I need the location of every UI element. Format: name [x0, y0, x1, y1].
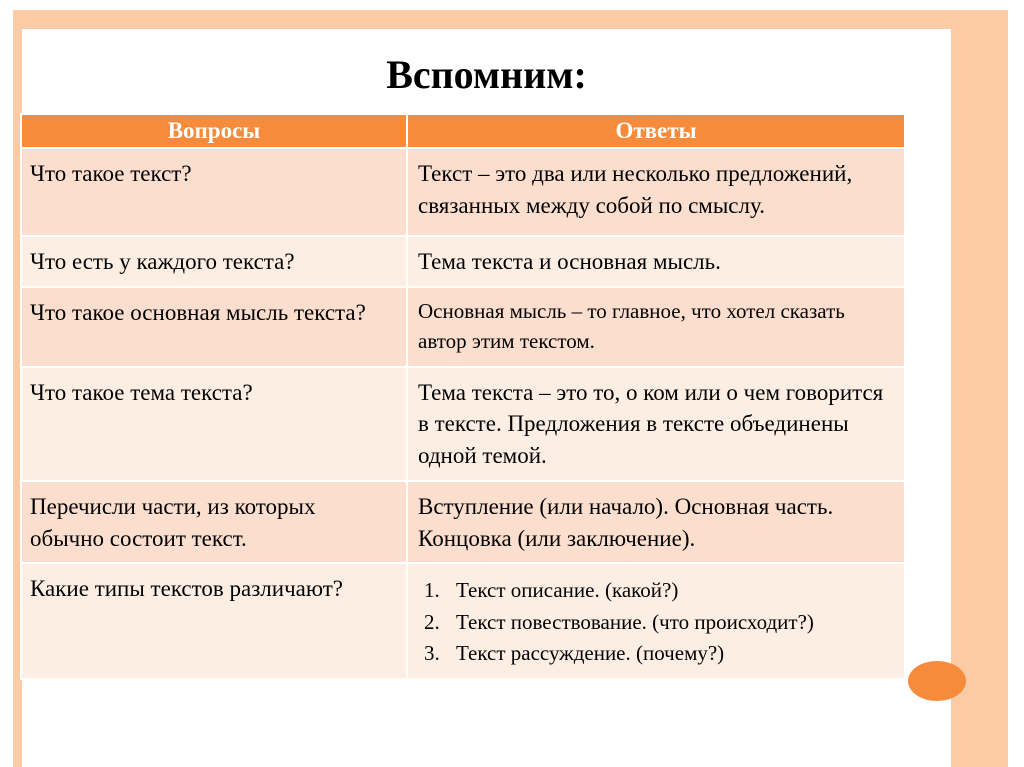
table-row: [21, 287, 905, 367]
list-number: 2.: [424, 609, 440, 634]
question-cell: Что такое текст?: [21, 148, 407, 236]
list-number: 1.: [424, 578, 440, 603]
slide-content: [22, 29, 951, 767]
question-cell: Что есть у каждого текста?: [21, 236, 407, 287]
table-row: [21, 367, 905, 481]
answer-list-item: [418, 607, 886, 639]
question-cell: Перечисли части, из которых обычно состоит текст.: [21, 481, 407, 563]
table-row: [21, 236, 905, 287]
question-cell: Какие типы текстов различают?: [21, 563, 407, 679]
answer-list-item: [418, 575, 886, 607]
list-text: Текст описание. (какой?): [456, 578, 679, 603]
table-row: [21, 148, 905, 236]
answer-list-item: [418, 638, 886, 670]
slide-title: Вспомним:: [386, 52, 587, 97]
answer-cell: [407, 563, 905, 679]
accent-ellipse: [908, 661, 966, 701]
table-row: [21, 481, 905, 563]
answers-column-header: Ответы: [407, 114, 905, 148]
qa-table: [20, 113, 906, 680]
right-border-band: [951, 10, 1008, 767]
questions-column-header: Вопросы: [21, 114, 407, 148]
question-cell: Что такое основная мысль текста?: [21, 287, 407, 367]
list-text: Текст повествование. (что происходит?): [456, 609, 814, 634]
answer-cell: Вступление (или начало). Основная часть. Концовка (или заключение).: [407, 481, 905, 563]
answer-cell: Текст – это два или несколько предложений, связанных между собой по смыслу.: [407, 148, 905, 236]
list-text: Текст рассуждение. (почему?): [456, 641, 725, 666]
top-border-bar: [20, 10, 1008, 29]
answer-cell: Тема текста – это то, о ком или о чем говорится в тексте. Предложения в тексте объединены одной темой.: [407, 367, 905, 481]
table-row: [21, 563, 905, 679]
answer-cell: Тема текста и основная мысль.: [407, 236, 905, 287]
question-cell: Что такое тема текста?: [21, 367, 407, 481]
answer-cell: Основная мысль – то главное, что хотел сказать автор этим текстом.: [407, 287, 905, 367]
table-header-row: [21, 114, 905, 148]
list-number: 3.: [424, 641, 440, 666]
